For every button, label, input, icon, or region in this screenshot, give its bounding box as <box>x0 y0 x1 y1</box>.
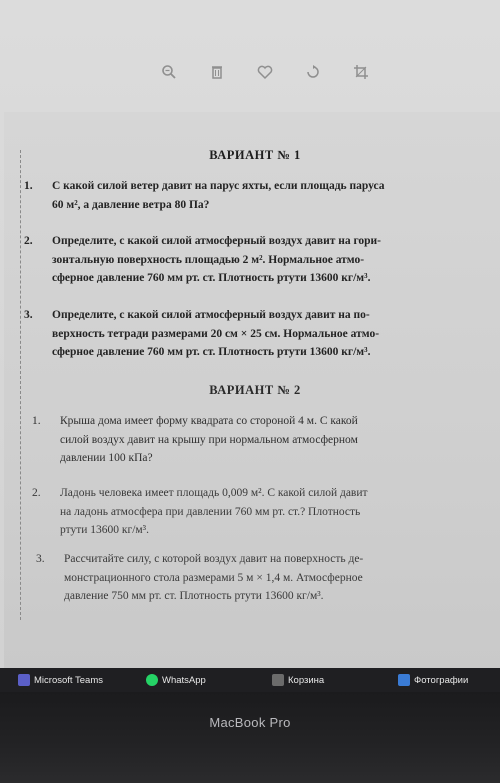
taskbar-item-label: Фотографии <box>414 674 469 686</box>
taskbar-item-label: WhatsApp <box>162 674 206 686</box>
taskbar-item-whatsapp[interactable] <box>146 672 206 688</box>
taskbar <box>0 668 500 692</box>
rotate-icon[interactable] <box>304 63 322 81</box>
task-number: 3. <box>36 553 45 565</box>
laptop-brand-label: MacBook Pro <box>209 715 291 730</box>
recycle-bin-icon <box>272 674 284 686</box>
photos-icon <box>398 674 410 686</box>
heart-icon[interactable] <box>256 63 274 81</box>
task-text-line: Крыша дома имеет форму квадрата со стороной 4 м. С какой <box>60 415 358 427</box>
task-text-line: верхность тетради размерами 20 см × 25 см. Нормальное атмо- <box>52 327 380 340</box>
trash-icon[interactable] <box>208 63 226 81</box>
taskbar-item-recycle-bin[interactable] <box>272 672 324 688</box>
task-text-line: ртути 13600 кг/м³. <box>60 524 150 536</box>
taskbar-item-label: Корзина <box>288 674 325 686</box>
margin-line <box>20 150 21 620</box>
task-text-line: силой воздух давит на крышу при нормальном атмосферном <box>60 433 358 446</box>
taskbar-item-photos[interactable] <box>398 672 468 688</box>
task-text-line: С какой силой ветер давит на парус яхты, если площадь паруса <box>52 180 385 192</box>
task-text-line: монстрационного стола размерами 5 м × 1,4 м. Атмосферное <box>64 571 363 584</box>
crop-icon[interactable] <box>352 63 370 81</box>
variant2-title: ВАРИАНТ № 2 <box>209 383 301 397</box>
task-text-line: давлении 100 кПа? <box>60 452 153 464</box>
task-number: 2. <box>24 235 33 247</box>
laptop-bezel <box>0 692 500 783</box>
task-text-line: Ладонь человека имеет площадь 0,009 м². С какой силой давит <box>60 487 368 499</box>
task-number: 2. <box>32 487 41 499</box>
task-text-line: 60 м², а давление ветра 80 Па? <box>52 198 210 211</box>
task-text-line: давление 750 мм рт. ст. Плотность ртути 13600 кг/м³. <box>64 590 324 602</box>
task-text-line: сферное давление 760 мм рт. ст. Плотность ртути 13600 кг/м³. <box>52 272 371 284</box>
whatsapp-icon <box>146 674 158 686</box>
task-text-line: Рассчитайте силу, с которой воздух давит на поверхность де- <box>64 553 364 565</box>
task-text-line: сферное давление 760 мм рт. ст. Плотность ртути 13600 кг/м³. <box>52 346 371 358</box>
variant1-title: ВАРИАНТ № 1 <box>209 148 301 162</box>
teams-icon <box>18 674 30 686</box>
task-text-line: зонтальную поверхность площадью 2 м². Нормальное атмо- <box>52 253 365 266</box>
taskbar-item-teams[interactable] <box>18 672 103 688</box>
image-viewer-toolbar <box>160 58 370 86</box>
task-text-line: Определите, с какой силой атмосферный воздух давит на по- <box>52 309 370 321</box>
task-text-line: Определите, с какой силой атмосферный воздух давит на гори- <box>52 235 382 247</box>
task-number: 1. <box>24 180 33 192</box>
task-number: 3. <box>24 309 33 321</box>
taskbar-item-label: Microsoft Teams <box>34 674 103 686</box>
task-text-line: на ладонь атмосфера при давлении 760 мм рт. ст.? Плотность <box>60 505 361 518</box>
task-number: 1. <box>32 415 41 427</box>
zoom-icon[interactable] <box>160 63 178 81</box>
